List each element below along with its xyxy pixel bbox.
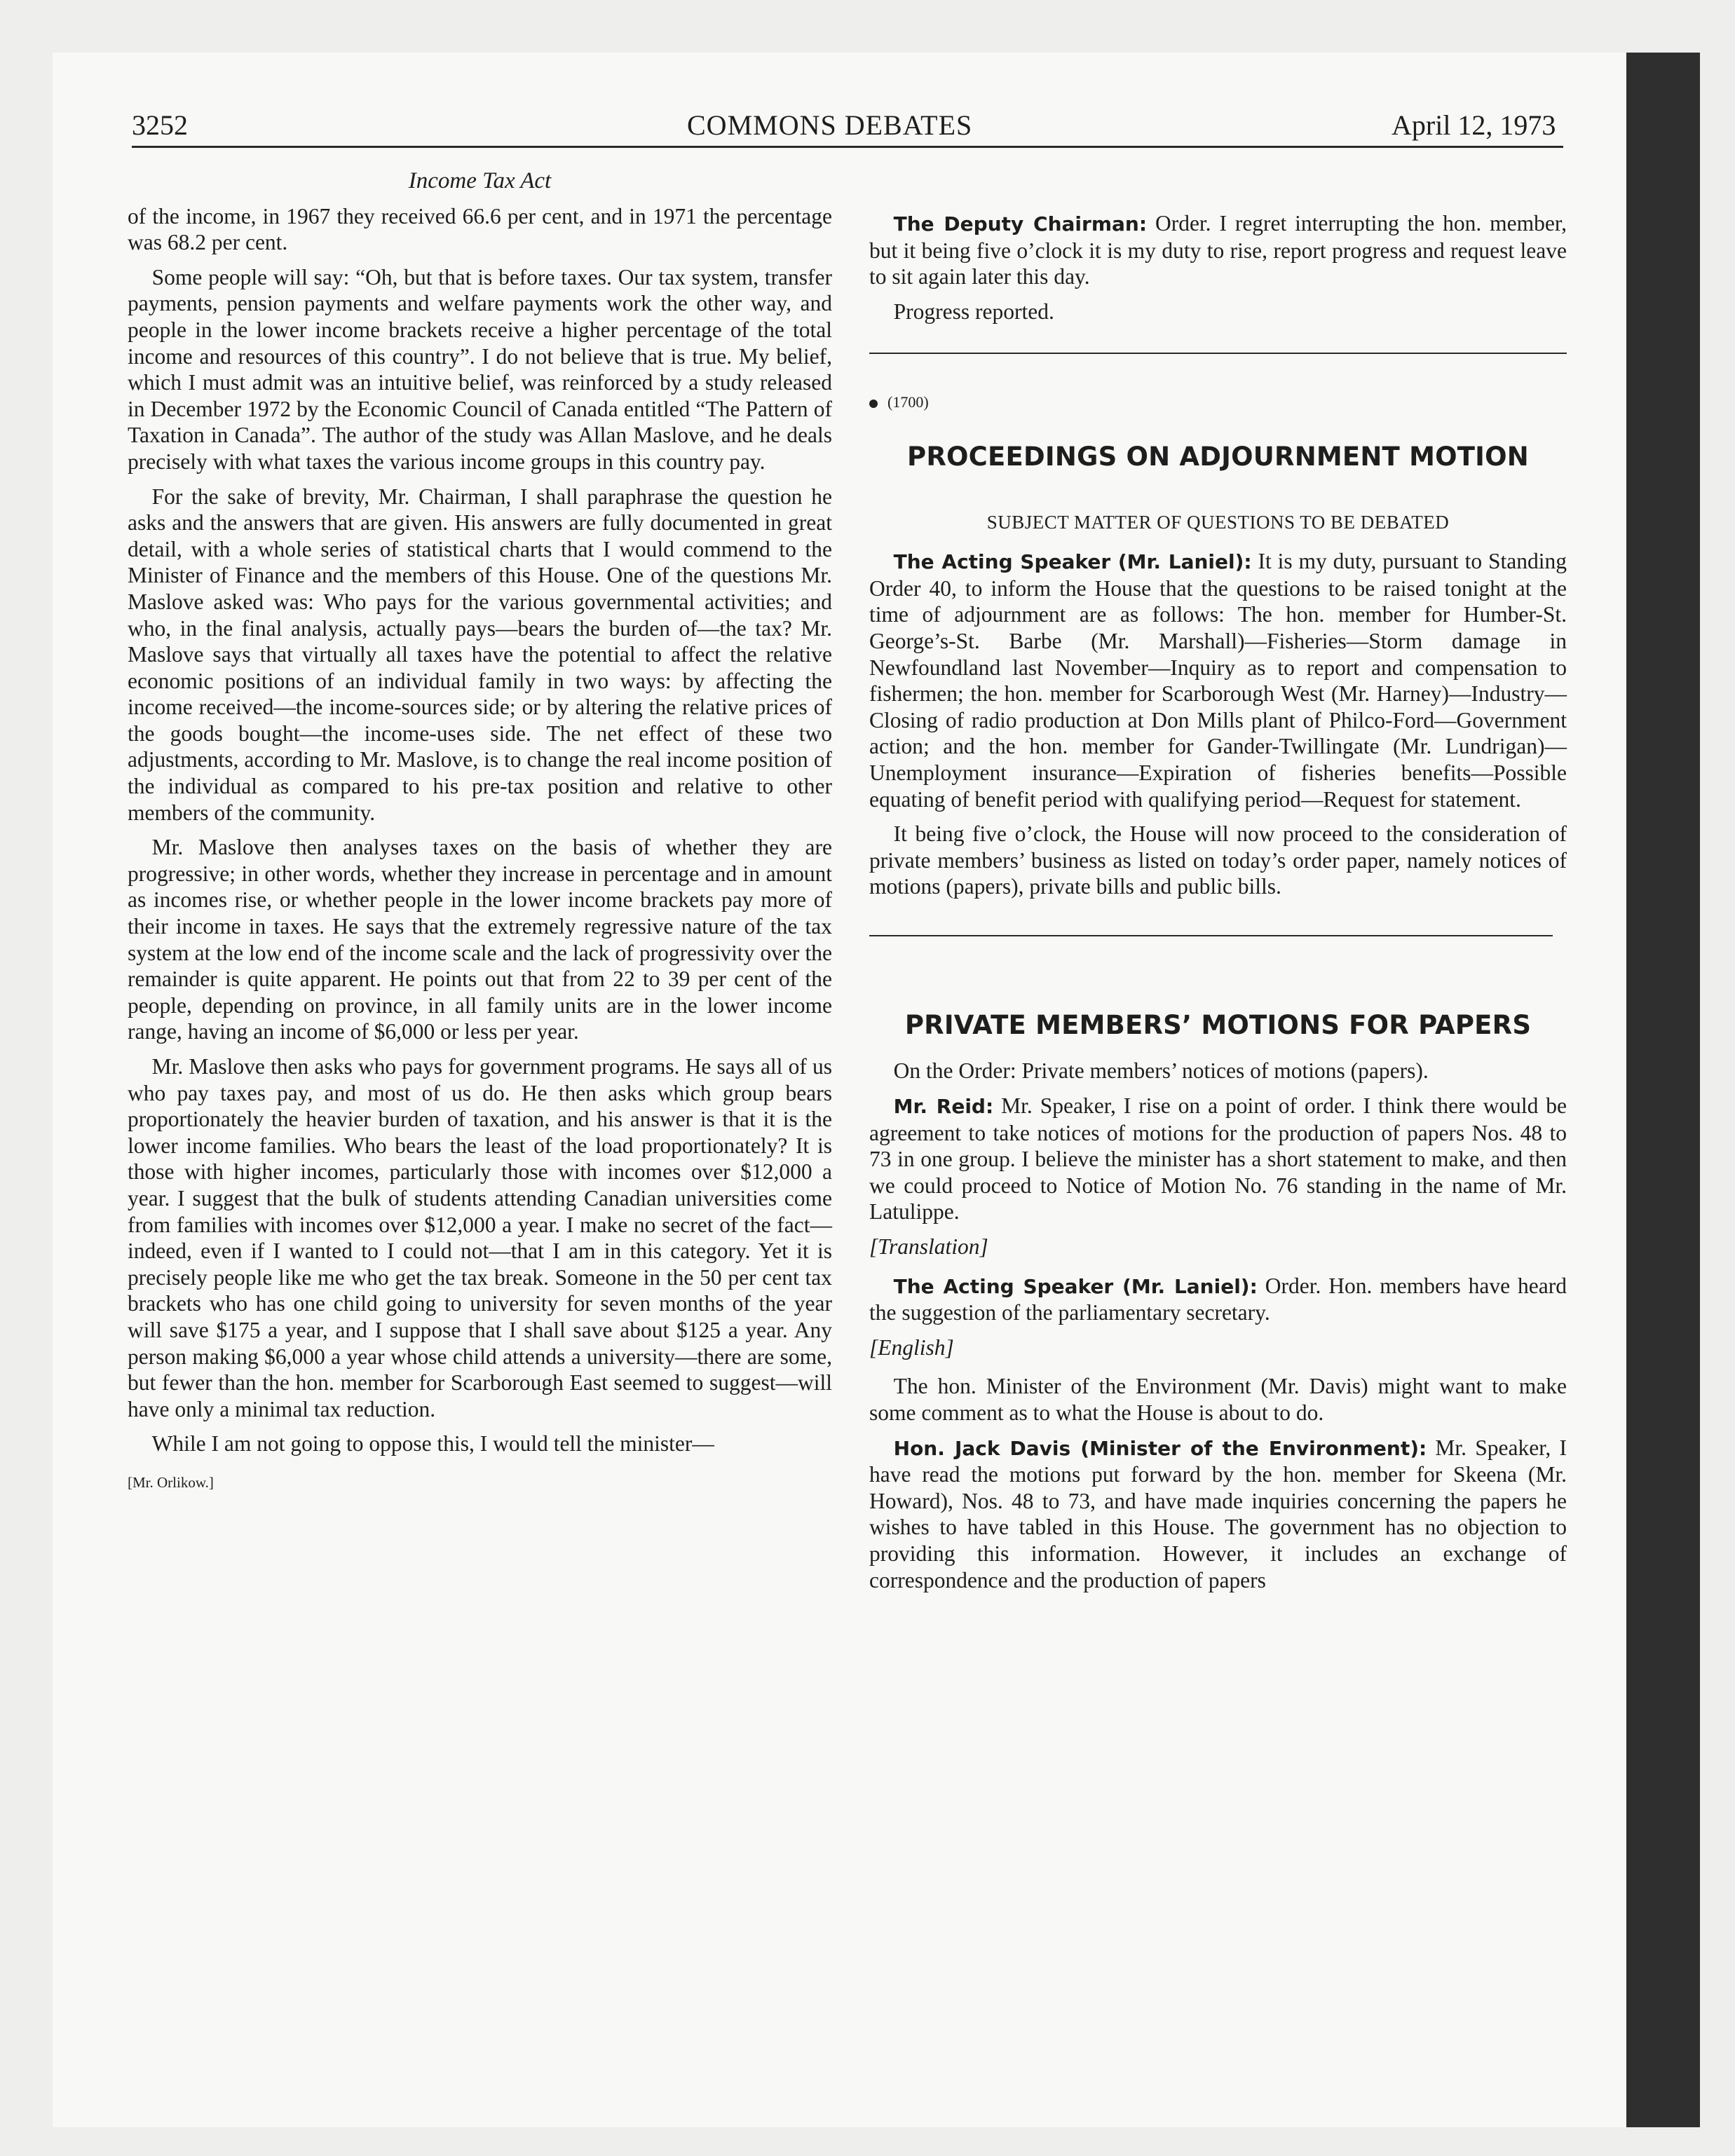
speech-paragraph	[869, 1435, 1567, 1594]
right-column	[869, 210, 1567, 1602]
paragraph: of the income, in 1967 they received 66.6 per cent, and in 1971 the percentage was 68.2 per cent.	[128, 203, 832, 255]
speech-paragraph	[869, 1093, 1567, 1225]
running-head: Income Tax Act	[408, 168, 552, 193]
section-subheading: SUBJECT MATTER OF QUESTIONS TO BE DEBATED	[986, 511, 1450, 533]
speaker-name: Hon. Jack Davis (Minister of the Environment):	[893, 1436, 1427, 1460]
section-heading: PROCEEDINGS ON ADJOURNMENT MOTION	[907, 441, 1529, 472]
section-rule	[869, 935, 1553, 936]
paragraph: On the Order: Private members’ notices of motions (papers).	[893, 1058, 1429, 1084]
speaker-name: Mr. Reid:	[893, 1095, 994, 1119]
time-marker-text: (1700)	[887, 393, 929, 411]
scan-edge-shadow	[1626, 53, 1700, 2127]
header-rule	[132, 146, 1563, 148]
speech-paragraph	[869, 1273, 1567, 1326]
speech-text: It is my duty, pursuant to Standing Order 40, to inform the House that the questions to be raised tonight at the time of adjournment are as follows: The hon. member for Humber-St. George’s-St. Barbe (Mr. Marshall)—Fisheries—Storm damage in Newfoundland last November—Inquiry as to report and compensation to fishermen; the hon. member for Scarborough West (Mr. Harney)—Industry—Closing of radio production at Don Mills plant of Philco-Ford—Government action; and the hon. member for Gander-Twillingate (Mr. Lundrigan)—Unemployment insurance—Expiration of fisheries benefits—Possible equating of benefit period with qualifying period—Request for statement.	[869, 549, 1567, 812]
left-column	[128, 168, 832, 1505]
speaker-name: The Acting Speaker (Mr. Laniel):	[893, 1274, 1258, 1298]
paragraph: The hon. Minister of the Environment (Mr. Davis) might want to make some comment as to what the House is about to do.	[869, 1374, 1567, 1425]
speech-paragraph	[869, 210, 1567, 290]
publication-title: COMMONS DEBATES	[687, 109, 973, 141]
speaker-name: The Acting Speaker (Mr. Laniel):	[893, 550, 1252, 574]
speaker-name: The Deputy Chairman:	[893, 212, 1148, 236]
speaker-footer: [Mr. Orlikow.]	[128, 1473, 214, 1491]
paragraph: Mr. Maslove then analyses taxes on the basis of whether they are progressive; in other words, whether they increase in percentage and in amount as incomes rise, or whether people in the lower income brackets pay more of their income in taxes. He says that the extremely regressive nature of the tax system at the low end of the income scale and the lack of progressivity over the remainder is quite apparent. He points out that from 22 to 39 per cent of the people, depending on province, in all family units are in the lower income range, having an income of $6,000 or less per year.	[128, 835, 832, 1044]
speech-text: Mr. Speaker, I have read the motions put forward by the hon. member for Skeena (Mr. Howard), Nos. 48 to 73, and have made inquiries concerning the papers he wishes to have tabled in this House. The government has no objection to providing this information. However, it includes an exchange of correspondence and the production of papers	[869, 1435, 1567, 1592]
speech-text: Order. I regret interrupting the hon. member, but it being five o’clock it is my duty to rise, report progress and request leave to sit again later this day.	[869, 211, 1567, 289]
language-tag: [Translation]	[869, 1234, 988, 1260]
section-rule	[869, 353, 1567, 354]
paragraph: Some people will say: “Oh, but that is before taxes. Our tax system, transfer payments, pension payments and welfare payments work the other way, and people in the lower income brackets receive a higher percentage of the total income and resources of this country”. I do not believe that is true. My belief, which I must admit was an intuitive belief, was reinforced by a study released in December 1972 by the Economic Council of Canada entitled “The Pattern of Taxation in Canada”. The author of the study was Allan Maslove, and he deals precisely with what taxes the various income groups in this country pay.	[128, 264, 832, 474]
speech-paragraph	[869, 548, 1567, 812]
paragraph: Progress reported.	[893, 299, 1054, 324]
paragraph: While I am not going to oppose this, I would tell the minister—	[151, 1431, 714, 1456]
page-number: 3252	[132, 109, 188, 141]
speech-text: Order. Hon. members have heard the suggestion of the parliamentary secretary.	[869, 1273, 1567, 1325]
bullet-icon	[869, 400, 878, 408]
paragraph: For the sake of brevity, Mr. Chairman, I shall paraphrase the question he asks and the answers that are given. His answers are fully documented in great detail, with a whole series of statistical charts that I would commend to the Minister of Finance and the members of this House. One of the questions Mr. Maslove asked was: Who pays for the various governmental activities; and who, in the final analysis, actually pays—bears the burden of—the tax? Mr. Maslove says that virtually all taxes have the potential to affect the relative economic positions of an individual family in two ways: by affecting the income received—the income-sources side; or by altering the relative prices of the goods bought—the income-uses side. The net effect of these two adjustments, according to Mr. Maslove, is to change the real income position of the individual as compared to his pre-tax position and relative to other members of the community.	[128, 484, 832, 825]
paragraph: It being five o’clock, the House will now proceed to the consideration of private members’ business as listed on today’s order paper, namely notices of motions (papers), private bills and public bills.	[869, 821, 1567, 899]
language-tag: [English]	[869, 1335, 954, 1360]
time-marker	[869, 389, 1567, 416]
publication-date: April 12, 1973	[1392, 109, 1556, 141]
section-heading: PRIVATE MEMBERS’ MOTIONS FOR PAPERS	[904, 1009, 1532, 1040]
speech-text: Mr. Speaker, I rise on a point of order. I think there would be agreement to take notices of motions for the production of papers Nos. 48 to 73 in one group. I believe the minister has a short statement to make, and then we could proceed to Notice of Motion No. 76 standing in the name of Mr. Latulippe.	[869, 1093, 1567, 1224]
paragraph: Mr. Maslove then asks who pays for government programs. He says all of us who pay taxes pay, and most of us do. He then asks which group bears proportionately the heavier burden of taxation, and his answer is that it is the lower income families. Who bears the least of the load proportionately? It is those with higher incomes, particularly those with incomes over $12,000 a year. I suggest that the bulk of students attending Canadian universities come from families with incomes over $12,000 a year. I make no secret of the fact—indeed, even if I wanted to I could not—that I am in this category. Yet it is precisely people like me who get the tax break. Someone in the 50 per cent tax brackets who has one child going to university for seven months of the year will save $175 a year, and I suppose that I shall save about $125 a year. Any person making $6,000 a year whose child attends a university—there are some, but fewer than the hon. member for Scarborough East seemed to suggest—will have only a minimal tax reduction.	[128, 1054, 832, 1421]
